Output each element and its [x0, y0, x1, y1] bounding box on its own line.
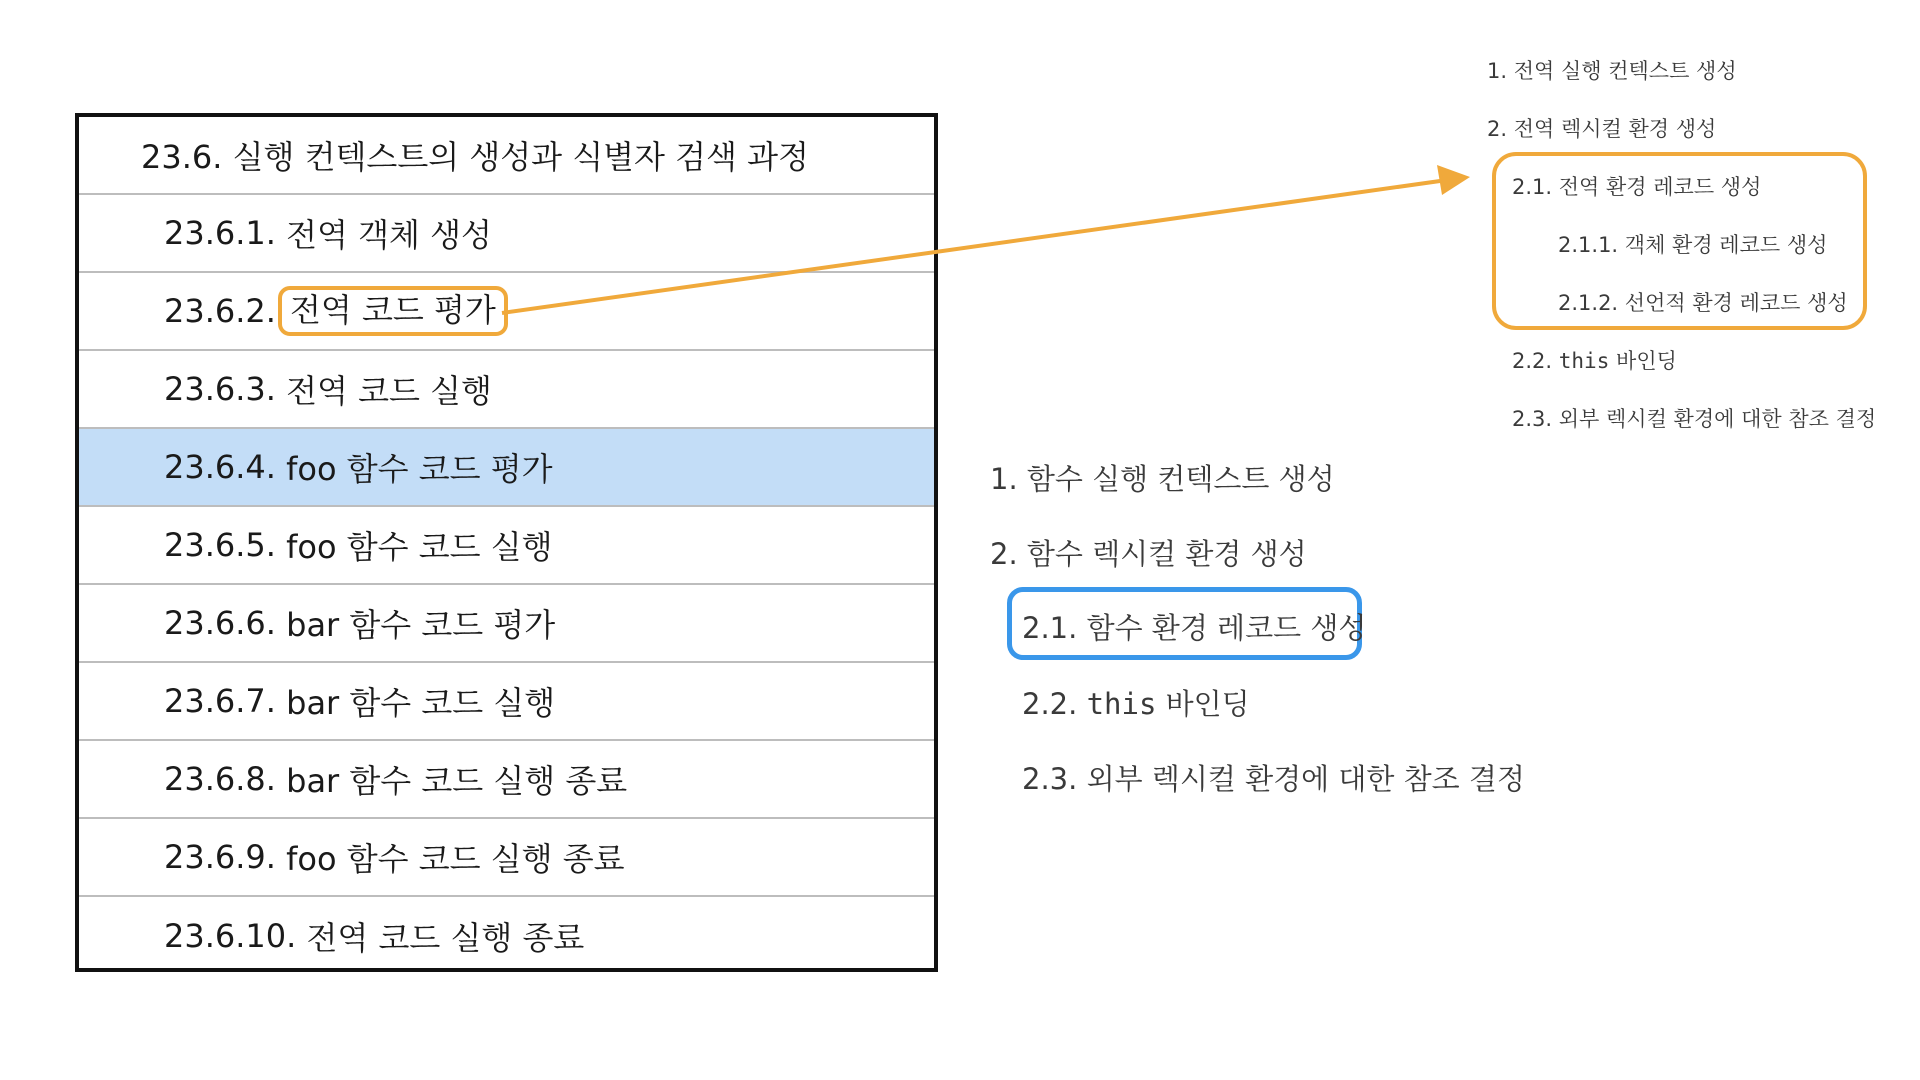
toc-item-label: bar 함수 코드 실행 — [286, 684, 556, 722]
toc-item-number: 23.6.9. — [164, 838, 276, 876]
toc-item-label: 전역 객체 생성 — [286, 216, 492, 254]
toc-item-number: 23.6.8. — [164, 760, 276, 798]
toc-item-number: 23.6.6. — [164, 604, 276, 642]
toc-item-number: 23.6.7. — [164, 682, 276, 720]
global-step-2-1-2: 2.1.2. 선언적 환경 레코드 생성 — [1558, 291, 1848, 315]
global-code-eval-highlight: 전역 코드 평가 — [278, 286, 508, 336]
toc-item-number: 23.6.3. — [164, 370, 276, 408]
arrow-head-icon — [1437, 165, 1470, 195]
toc-item-label: bar 함수 코드 실행 종료 — [286, 762, 628, 800]
toc-item-number: 23.6.10. — [164, 917, 297, 955]
global-step-2: 2. 전역 렉시컬 환경 생성 — [1487, 117, 1717, 141]
toc-item-number: 23.6.4. — [164, 448, 276, 486]
function-step-2-2: 2.2. this 바인딩 — [1022, 687, 1250, 721]
global-step-2-3: 2.3. 외부 렉시컬 환경에 대한 참조 결정 — [1512, 407, 1877, 431]
toc-item-number: 23.6.1. — [164, 214, 276, 252]
toc-item-label: foo 함수 코드 실행 종료 — [286, 840, 625, 878]
toc-item-label: foo 함수 코드 평가 — [286, 450, 553, 488]
function-step-1: 1. 함수 실행 컨텍스트 생성 — [990, 462, 1335, 496]
function-step-2: 2. 함수 렉시컬 환경 생성 — [990, 537, 1307, 571]
global-step-2-2: 2.2. this 바인딩 — [1512, 349, 1677, 373]
toc-header-text: 23.6. 실행 컨텍스트의 생성과 식별자 검색 과정 — [141, 138, 809, 176]
toc-item-label: 전역 코드 실행 — [286, 372, 492, 410]
toc-item-number: 23.6.2. — [164, 292, 276, 330]
toc-item-label: 전역 코드 실행 종료 — [306, 919, 585, 957]
global-step-1: 1. 전역 실행 컨텍스트 생성 — [1487, 59, 1737, 83]
toc-item-number: 23.6.5. — [164, 526, 276, 564]
toc-item-label: foo 함수 코드 실행 — [286, 528, 553, 566]
global-step-2-1: 2.1. 전역 환경 레코드 생성 — [1512, 175, 1762, 199]
function-step-2-3: 2.3. 외부 렉시컬 환경에 대한 참조 결정 — [1022, 762, 1525, 796]
toc-item-label: bar 함수 코드 평가 — [286, 606, 556, 644]
connector-arrow-line — [502, 181, 1440, 313]
global-step-2-1-1: 2.1.1. 객체 환경 레코드 생성 — [1558, 233, 1828, 257]
function-step-2-1: 2.1. 함수 환경 레코드 생성 — [1022, 611, 1367, 645]
